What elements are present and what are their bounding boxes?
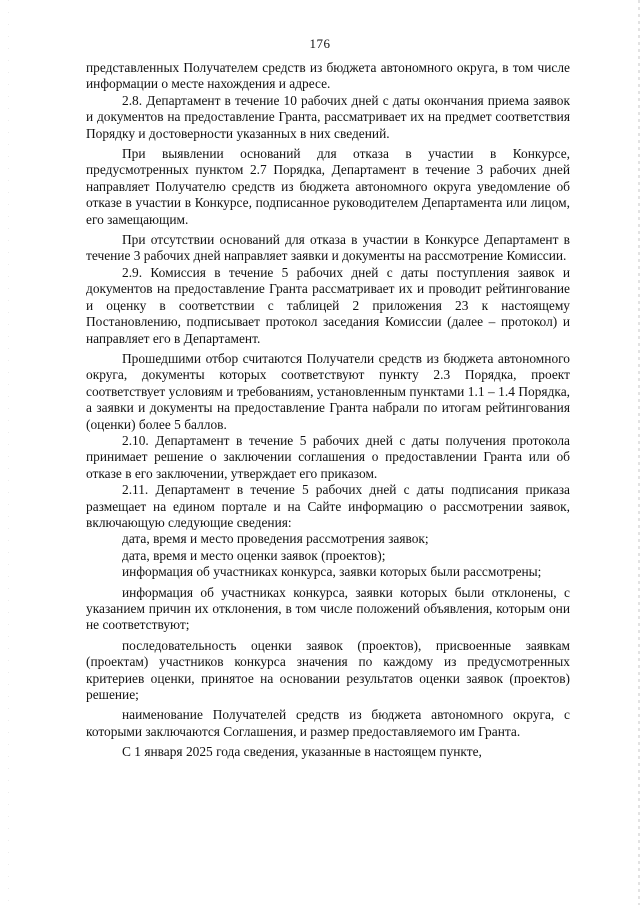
- list-item-evaluation-sequence: последовательность оценки заявок (проектов), присвоенные заявкам (проектам) участников конкурса значения по каждому из предусмотренных критериев оценки, принятое на основании результатов оценки заявок (проектов) решение;: [86, 637, 570, 703]
- document-body: [86, 60, 570, 761]
- scan-artifact-left: [8, 0, 9, 905]
- list-item-evaluation-date: дата, время и место оценки заявок (проектов);: [122, 547, 386, 563]
- list-item-rejected-participants: информация об участниках конкурса, заявки которых были отклонены, с указанием причин их отклонения, в том числе положений объявления, которым они не соответствуют;: [86, 584, 570, 633]
- page-number: 176: [309, 36, 331, 51]
- paragraph-from-2025: С 1 января 2025 года сведения, указанные в настоящем пункте,: [122, 744, 482, 760]
- paragraph-2-8: 2.8. Департамент в течение 10 рабочих дней с даты окончания приема заявок и документов на предоставление Гранта, рассматривает их на предмет соответствия Порядку и достоверности указанных в них сведений.: [86, 92, 570, 141]
- paragraph-continuation: представленных Получателем средств из бюджета автономного округа, в том числе информации о месте нахождения и адресе.: [86, 60, 570, 92]
- paragraph-2-11: 2.11. Департамент в течение 5 рабочих дней с даты подписания приказа размещает на едином портале и на Сайте информацию о рассмотрении заявок, включающую следующие сведения:: [86, 482, 570, 530]
- list-item-recipients: наименование Получателей средств из бюджета автономного округа, с которыми заключаются Соглашения, и размер предоставляемого им Гранта.: [86, 707, 570, 739]
- paragraph-2-10: 2.10. Департамент в течение 5 рабочих дней с даты получения протокола принимает решение о заключении соглашения о предоставлении Гранта или об отказе в его заключении, утверждает его приказом.: [86, 432, 570, 481]
- paragraph-passed-selection: Прошедшими отбор считаются Получатели средств из бюджета автономного округа, документы которых соответствуют пункту 2.3 Порядка, проект соответствует условиям и требованиям, установленным пунктами 1.1 – 1.4 Порядка, а заявки и документы на предоставление Гранта набрали по итогам рейтингования (оценки) более 5 баллов.: [86, 350, 570, 432]
- list-item-review-date: дата, время и место проведения рассмотрения заявок;: [122, 531, 429, 547]
- paragraph-refusal-grounds: При выявлении оснований для отказа в участии в Конкурсе, предусмотренных пунктом 2.7 Порядка, Департамент в течение 3 рабочих дней направляет Получателю средств из бюджета автономного округа уведомление об отказе в участии в Конкурсе, подписанное руководителем Департамента или лицом, его замещающим.: [86, 146, 570, 227]
- paragraph-2-9: 2.9. Комиссия в течение 5 рабочих дней с даты поступления заявок и документов на предоставление Гранта рассматривает их и проводит рейтингование и оценку в соответствии с таблицей 2 приложения 23 к настоящему Постановлению, подписывает протокол заседания Комиссии (далее – протокол) и направляет его в Департамент.: [86, 264, 570, 346]
- paragraph-no-refusal: При отсутствии оснований для отказа в участии в Конкурсе Департамент в течение 3 рабочих дней направляет заявки и документы на рассмотрение Комиссии.: [86, 232, 570, 264]
- list-item-reviewed-participants: информация об участниках конкурса, заявки которых были рассмотрены;: [122, 564, 542, 580]
